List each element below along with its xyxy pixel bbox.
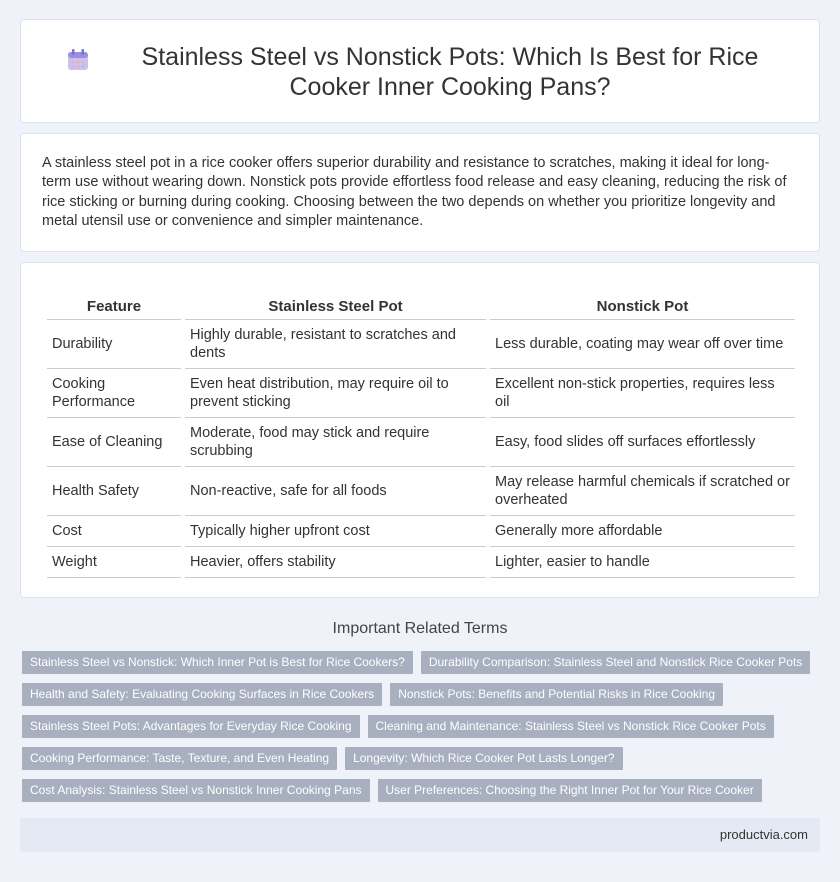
nonstick-cell: Excellent non-stick properties, requires less oil: [490, 369, 795, 418]
header-feature: Feature: [47, 295, 181, 320]
site-credit[interactable]: productvia.com: [719, 827, 808, 842]
stainless-cell: Highly durable, resistant to scratches and dents: [185, 320, 486, 369]
related-term-tag[interactable]: Longevity: Which Rice Cooker Pot Lasts Longer?: [345, 747, 622, 770]
related-term-tag[interactable]: Cost Analysis: Stainless Steel vs Nonstick Inner Cooking Pans: [22, 779, 370, 802]
stainless-cell: Typically higher upfront cost: [185, 516, 486, 547]
table-row: [47, 467, 795, 516]
feature-cell: Weight: [47, 547, 181, 578]
header-stainless: Stainless Steel Pot: [185, 295, 486, 320]
calendar-icon: [65, 47, 91, 73]
related-term-tag[interactable]: Durability Comparison: Stainless Steel and Nonstick Rice Cooker Pots: [421, 651, 811, 674]
table-row: [47, 320, 795, 369]
stainless-cell: Even heat distribution, may require oil to prevent sticking: [185, 369, 486, 418]
intro-card: [20, 133, 820, 252]
feature-cell: Cooking Performance: [47, 369, 181, 418]
related-term-tag[interactable]: Stainless Steel vs Nonstick: Which Inner Pot is Best for Rice Cookers?: [22, 651, 413, 674]
nonstick-cell: Less durable, coating may wear off over time: [490, 320, 795, 369]
nonstick-cell: Easy, food slides off surfaces effortlessly: [490, 418, 795, 467]
stainless-cell: Moderate, food may stick and require scrubbing: [185, 418, 486, 467]
feature-cell: Ease of Cleaning: [47, 418, 181, 467]
nonstick-cell: May release harmful chemicals if scratched or overheated: [490, 467, 795, 516]
comparison-table: [43, 295, 799, 578]
header-nonstick: Nonstick Pot: [490, 295, 795, 320]
related-terms-list: [22, 651, 812, 802]
nonstick-cell: Lighter, easier to handle: [490, 547, 795, 578]
table-row: [47, 547, 795, 578]
table-header-row: [47, 295, 795, 320]
related-terms-heading: Important Related Terms: [332, 620, 508, 637]
feature-cell: Health Safety: [47, 467, 181, 516]
footer: [20, 818, 820, 852]
stainless-cell: Non-reactive, safe for all foods: [185, 467, 486, 516]
table-row: [47, 516, 795, 547]
stainless-cell: Heavier, offers stability: [185, 547, 486, 578]
related-term-tag[interactable]: Cleaning and Maintenance: Stainless Steel vs Nonstick Rice Cooker Pots: [368, 715, 774, 738]
related-term-tag[interactable]: Health and Safety: Evaluating Cooking Surfaces in Rice Cookers: [22, 683, 382, 706]
feature-cell: Cost: [47, 516, 181, 547]
related-term-tag[interactable]: Stainless Steel Pots: Advantages for Everyday Rice Cooking: [22, 715, 360, 738]
title-card: [20, 19, 820, 123]
related-term-tag[interactable]: Nonstick Pots: Benefits and Potential Risks in Rice Cooking: [390, 683, 723, 706]
intro-paragraph: A stainless steel pot in a rice cooker offers superior durability and resistance to scratches, making it ideal for long-term use without wearing down. Nonstick pots provide effortless food release and easy cleaning, reducing the risk of rice sticking or burning during cooking. Choosing between the two depends on whether you prioritize longevity and metal utensil use or convenience and simpler maintenance.: [42, 155, 787, 230]
related-term-tag[interactable]: Cooking Performance: Taste, Texture, and Even Heating: [22, 747, 337, 770]
related-term-tag[interactable]: User Preferences: Choosing the Right Inner Pot for Your Rice Cooker: [378, 779, 762, 802]
table-row: [47, 418, 795, 467]
nonstick-cell: Generally more affordable: [490, 516, 795, 547]
table-row: [47, 369, 795, 418]
page-title: Stainless Steel vs Nonstick Pots: Which Is Best for Rice Cooker Inner Cooking Pans?: [141, 43, 759, 101]
feature-cell: Durability: [47, 320, 181, 369]
comparison-card: [20, 262, 820, 598]
